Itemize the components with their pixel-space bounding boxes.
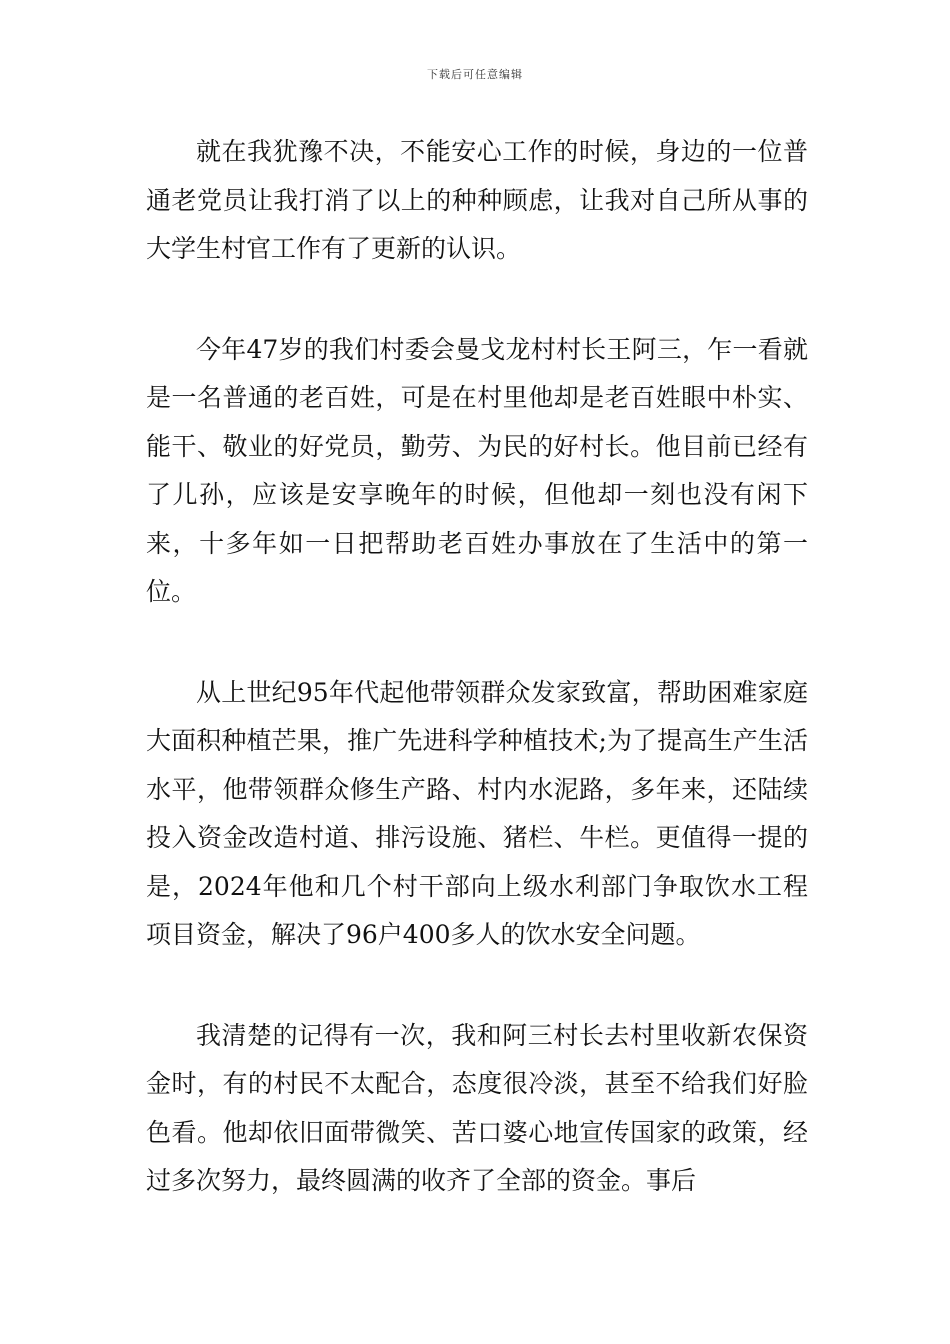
paragraph-3: 从上世纪95年代起他带领群众发家致富，帮助困难家庭大面积种植芒果，推广先进科学种植技术;为了提高生产生活水平，他带领群众修生产路、村内水泥路，多年来，还陆续投入资金改造村道、排污设施、猪栏、牛栏。更值得一提的是，2024年他和几个村干部向上级水利部门争取饮水工程项目资金，解决了96户400多人的饮水安全问题。: [146, 677, 808, 949]
paragraph-4: 我清楚的记得有一次，我和阿三村长去村里收新农保资金时，有的村民不太配合，态度很冷淡，甚至不给我们好脸色看。他却依旧面带微笑、苦口婆心地宣传国家的政策，经过多次努力，最终圆满的收齐了全部的资金。事后: [146, 1020, 808, 1195]
document-body: [146, 128, 808, 1258]
header-note: 下载后可任意编辑: [427, 68, 523, 81]
paragraph-1: 就在我犹豫不决，不能安心工作的时候，身边的一位普通老党员让我打消了以上的种种顾虑，让我对自己所从事的大学生村官工作有了更新的认识。: [146, 137, 808, 263]
paragraph-2: 今年47岁的我们村委会曼戈龙村村长王阿三，乍一看就是一名普通的老百姓，可是在村里他却是老百姓眼中朴实、能干、敬业的好党员，勤劳、为民的好村长。他目前已经有了儿孙，应该是安享晚年的时候，但他却一刻也没有闲下来，十多年如一日把帮助老百姓办事放在了生活中的第一位。: [146, 334, 808, 606]
